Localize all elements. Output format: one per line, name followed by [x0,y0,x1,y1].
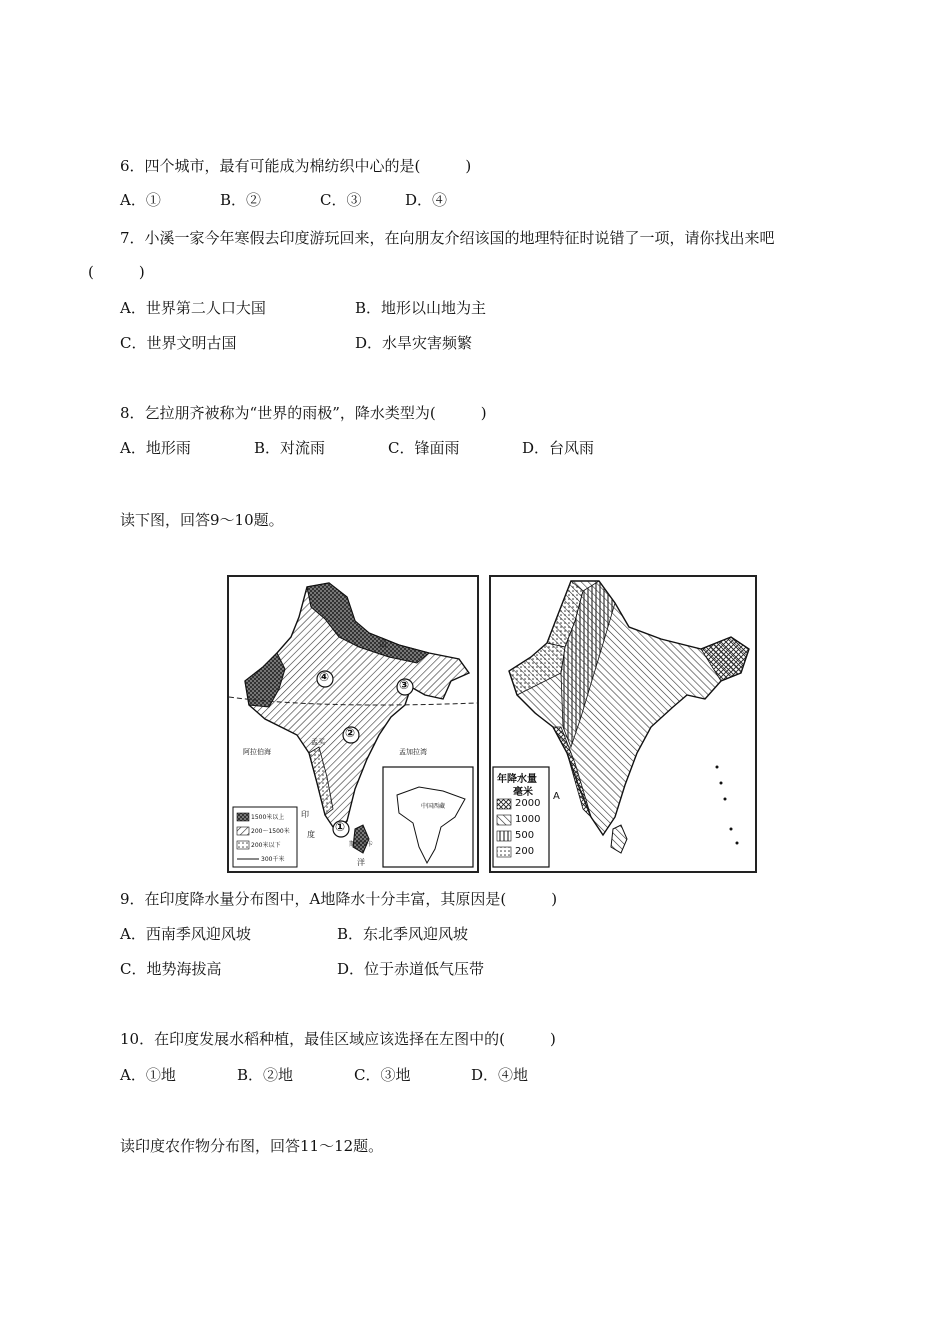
q10-option-c: C．③地 [354,1066,411,1084]
q9-option-b: B．东北季风迎风坡 [337,925,469,943]
q6-option-c: C．③ [320,191,362,209]
label-sri-lanka: 斯里兰卡 [349,841,374,848]
marker-3: ③ [399,678,410,692]
q8-stem: 8．乞拉朋齐被称为“世界的雨极”，降水类型为( ) [120,404,487,422]
inset-title: 中国西藏 [421,803,446,810]
q7-option-d: D．水旱灾害频繁 [355,334,473,352]
legend-high: 1500米以上 [251,814,285,821]
label-indian-2: 度 [307,830,315,839]
q8-option-b: B．对流雨 [254,439,326,457]
label-indian-3: 洋 [357,858,365,867]
q8-option-a: A．地形雨 [120,439,191,457]
q9-option-c: C．地势海拔高 [120,960,222,978]
q9-option-a: A．西南季风迎风坡 [120,925,251,943]
q8-option-d: D．台风雨 [522,439,595,457]
q9-option-d: D．位于赤道低气压带 [337,960,485,978]
q7-stem-continued: ( ) [88,263,145,281]
q6-option-b: B．② [220,191,262,209]
label-arabian-sea: 阿拉伯海 [243,748,271,756]
label-bay-of-bengal: 孟加拉湾 [399,748,427,756]
india-maps-figure [227,575,757,871]
q6-option-a: A．① [120,191,161,209]
label-mumbai: 孟买 [311,738,325,746]
legend-low: 200米以下 [251,842,281,849]
legend-mid: 200～1500米 [251,828,290,835]
label-indian-1: 印 [301,810,309,819]
intro-9-10: 读下图，回答9～10题。 [120,511,284,529]
india-terrain-map [227,575,479,873]
q7-option-a: A．世界第二人口大国 [120,299,266,317]
label-mountain: 山 [379,640,387,649]
precip-legend-1000: 1000 [515,814,541,825]
precip-legend-200: 200 [515,846,535,857]
q7-stem: 7．小溪一家今年寒假去印度游玩回来，在向朋友介绍该国的地理特征时说错了一项，请你找出来吧 [120,229,775,247]
q9-stem: 9．在印度降水量分布图中，A地降水十分丰富，其原因是( ) [120,890,558,908]
q7-option-c: C．世界文明古国 [120,334,237,352]
q6-stem: 6．四个城市，最有可能成为棉纺织中心的是( ) [120,157,472,175]
marker-2: ② [345,726,356,740]
scale-label: 300千米 [261,856,285,863]
q8-option-c: C．锋面雨 [388,439,460,457]
q10-option-b: B．②地 [237,1066,294,1084]
point-a-label: A [553,791,560,802]
marker-1: ① [335,820,346,834]
intro-11-12: 读印度农作物分布图，回答11～12题。 [120,1137,384,1155]
marker-4: ④ [319,670,330,684]
q7-option-b: B．地形以山地为主 [355,299,487,317]
q10-stem: 10．在印度发展水稻种植，最佳区域应该选择在左图中的( ) [120,1030,556,1048]
precip-legend-2000: 2000 [515,798,541,809]
q10-option-d: D．④地 [471,1066,529,1084]
precip-legend-title: 年降水量 [497,774,537,785]
precip-legend-500: 500 [515,830,535,841]
q10-option-a: A．①地 [120,1066,176,1084]
india-precipitation-map [489,575,757,873]
q6-option-d: D．④ [405,191,448,209]
precip-legend-unit: 毫米 [513,787,533,798]
